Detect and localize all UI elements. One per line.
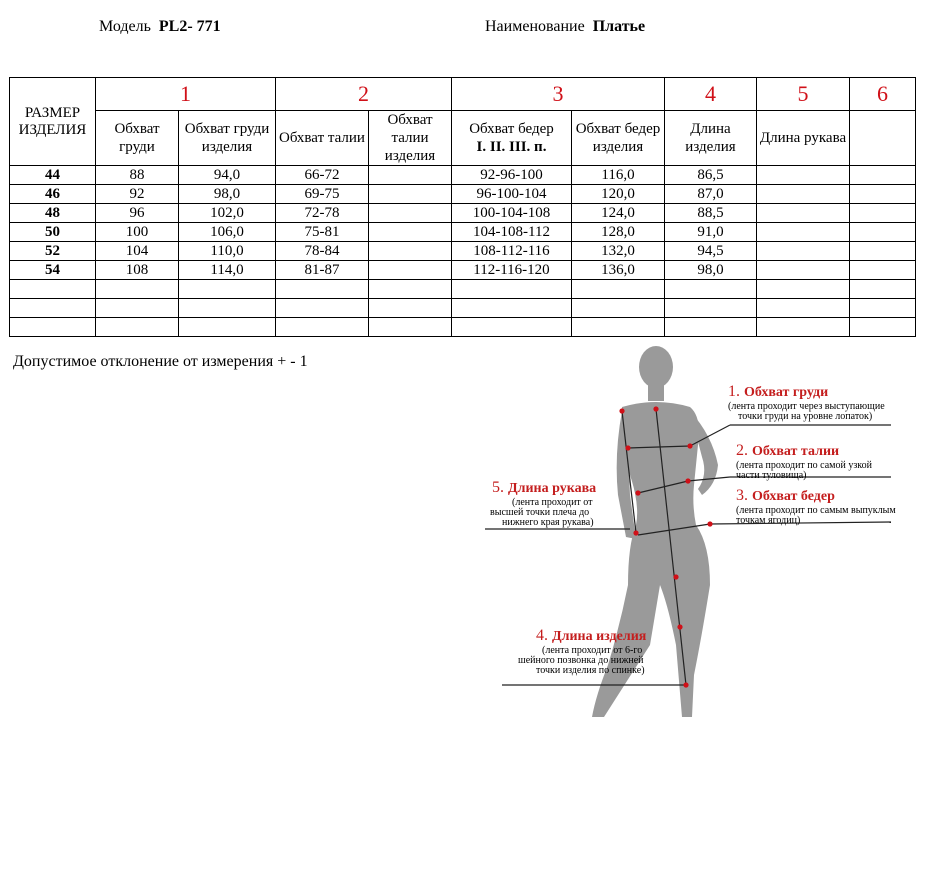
group-6: 6 — [850, 78, 916, 111]
cell-chest-garment: 94,0 — [179, 166, 276, 185]
cell-extra — [850, 185, 916, 204]
group-5: 5 — [757, 78, 850, 111]
cell-extra — [850, 166, 916, 185]
empty-cell — [452, 280, 572, 299]
cell-length: 87,0 — [665, 185, 757, 204]
cell-waist: 66-72 — [276, 166, 369, 185]
empty-cell — [665, 299, 757, 318]
cell-length: 86,5 — [665, 166, 757, 185]
cell-chest: 100 — [96, 223, 179, 242]
table-row — [10, 261, 916, 280]
model-line — [99, 18, 221, 36]
empty-cell — [96, 280, 179, 299]
sleeve-desc-3: нижнего края рукава) — [502, 517, 594, 528]
cell-length: 98,0 — [665, 261, 757, 280]
waist-num: 2. — [736, 442, 748, 459]
empty-cell — [276, 299, 369, 318]
empty-cell — [572, 280, 665, 299]
table-row — [10, 185, 916, 204]
cell-chest: 108 — [96, 261, 179, 280]
cell-size: 52 — [10, 242, 96, 261]
cell-hips: 96-100-104 — [452, 185, 572, 204]
cell-size: 54 — [10, 261, 96, 280]
hips-num: 3. — [736, 487, 748, 504]
cell-chest: 88 — [96, 166, 179, 185]
table-row — [10, 204, 916, 223]
cell-waist-garment — [369, 261, 452, 280]
col-hips-sub: I. II. III. п. — [476, 139, 547, 155]
col-chest-garment: Обхват груди изделия — [179, 111, 276, 166]
cell-waist: 78-84 — [276, 242, 369, 261]
cell-size: 44 — [10, 166, 96, 185]
sleeve-desc-2: высшей точки плеча до — [490, 507, 590, 518]
chest-title: Обхват груди — [744, 385, 829, 400]
cell-hips: 104-108-112 — [452, 223, 572, 242]
col-chest: Обхват груди — [96, 111, 179, 166]
empty-cell — [369, 280, 452, 299]
empty-cell — [179, 318, 276, 337]
svg-text:5.Длина рукава — [492, 479, 596, 496]
cell-sleeve — [757, 166, 850, 185]
label-hips — [736, 487, 896, 526]
empty-cell — [179, 280, 276, 299]
empty-cell — [369, 318, 452, 337]
cell-sleeve — [757, 223, 850, 242]
label-chest — [728, 383, 885, 422]
empty-cell — [850, 299, 916, 318]
col-sleeve: Длина рукава — [757, 111, 850, 166]
cell-hips-garment: 128,0 — [572, 223, 665, 242]
hips-desc-1: (лента проходит по самым выпуклым — [736, 505, 896, 516]
group-2: 2 — [276, 78, 452, 111]
waist-desc-2: части туловища) — [736, 470, 807, 481]
table-row — [10, 223, 916, 242]
cell-chest-garment: 110,0 — [179, 242, 276, 261]
name-line — [485, 18, 645, 36]
svg-text:2.Обхват талии — [736, 442, 839, 459]
cell-hips: 108-112-116 — [452, 242, 572, 261]
cell-hips-garment: 124,0 — [572, 204, 665, 223]
empty-cell — [179, 299, 276, 318]
empty-cell — [850, 280, 916, 299]
model-value: PL2- 771 — [158, 18, 221, 35]
empty-cell — [665, 280, 757, 299]
cell-sleeve — [757, 204, 850, 223]
sleeve-title: Длина рукава — [508, 481, 597, 496]
group-1: 1 — [96, 78, 276, 111]
empty-cell — [369, 299, 452, 318]
body-measurement-figure — [480, 345, 920, 735]
table-row — [10, 242, 916, 261]
sleeve-num: 5. — [492, 479, 504, 496]
empty-cell — [572, 299, 665, 318]
cell-waist: 75-81 — [276, 223, 369, 242]
cell-hips-garment: 132,0 — [572, 242, 665, 261]
chest-num: 1. — [728, 383, 740, 400]
cell-sleeve — [757, 185, 850, 204]
empty-row — [10, 299, 916, 318]
hips-desc-2: точкам ягодиц) — [736, 515, 801, 526]
empty-cell — [96, 299, 179, 318]
empty-cell — [10, 318, 96, 337]
cell-chest: 104 — [96, 242, 179, 261]
cell-size: 46 — [10, 185, 96, 204]
cell-waist-garment — [369, 185, 452, 204]
cell-waist-garment — [369, 242, 452, 261]
name-label: Наименование — [485, 18, 585, 35]
empty-cell — [276, 318, 369, 337]
group-3: 3 — [452, 78, 665, 111]
cell-waist: 72-78 — [276, 204, 369, 223]
table-row — [10, 166, 916, 185]
empty-cell — [276, 280, 369, 299]
cell-length: 94,5 — [665, 242, 757, 261]
empty-row — [10, 280, 916, 299]
cell-hips-garment: 120,0 — [572, 185, 665, 204]
cell-chest-garment: 114,0 — [179, 261, 276, 280]
chest-desc-1: (лента проходит через выступающие — [728, 401, 885, 412]
cell-sleeve — [757, 261, 850, 280]
cell-chest: 96 — [96, 204, 179, 223]
cell-waist: 81-87 — [276, 261, 369, 280]
cell-waist-garment — [369, 166, 452, 185]
cell-chest-garment: 102,0 — [179, 204, 276, 223]
empty-row — [10, 318, 916, 337]
cell-hips: 100-104-108 — [452, 204, 572, 223]
length-desc-2: шейного позвонка до нижней — [518, 655, 644, 666]
col-hips — [452, 111, 572, 166]
chest-desc-2: точки груди на уровне лопаток) — [738, 411, 873, 422]
cell-waist-garment — [369, 223, 452, 242]
svg-text:4.Длина изделия — [536, 627, 647, 644]
cell-hips: 112-116-120 — [452, 261, 572, 280]
group-4: 4 — [665, 78, 757, 111]
empty-cell — [757, 318, 850, 337]
empty-cell — [452, 299, 572, 318]
empty-cell — [96, 318, 179, 337]
svg-text:3.Обхват бедер — [736, 487, 835, 504]
cell-chest-garment: 98,0 — [179, 185, 276, 204]
waist-desc-1: (лента проходит по самой узкой — [736, 460, 872, 471]
empty-cell — [757, 299, 850, 318]
cell-waist: 69-75 — [276, 185, 369, 204]
cell-size: 48 — [10, 204, 96, 223]
cell-extra — [850, 261, 916, 280]
empty-cell — [572, 318, 665, 337]
name-value: Платье — [592, 18, 646, 35]
label-length — [518, 627, 647, 676]
cell-extra — [850, 223, 916, 242]
cell-chest: 92 — [96, 185, 179, 204]
cell-hips-garment: 116,0 — [572, 166, 665, 185]
empty-cell — [10, 299, 96, 318]
col-empty — [850, 111, 916, 166]
cell-hips-garment: 136,0 — [572, 261, 665, 280]
cell-length: 91,0 — [665, 223, 757, 242]
label-waist — [736, 442, 873, 481]
length-title: Длина изделия — [552, 629, 647, 644]
cell-length: 88,5 — [665, 204, 757, 223]
cell-hips: 92-96-100 — [452, 166, 572, 185]
empty-cell — [10, 280, 96, 299]
hips-title: Обхват бедер — [752, 489, 835, 504]
label-sleeve — [490, 479, 596, 528]
empty-cell — [757, 280, 850, 299]
cell-chest-garment: 106,0 — [179, 223, 276, 242]
col-length: Длина изделия — [665, 111, 757, 166]
empty-cell — [665, 318, 757, 337]
length-desc-3: точки изделия по спинке) — [536, 665, 645, 676]
cell-size: 50 — [10, 223, 96, 242]
length-desc-1: (лента проходит от 6-го — [542, 645, 643, 656]
col-waist-garment: Обхват талии изделия — [369, 111, 452, 166]
cell-extra — [850, 242, 916, 261]
waist-title: Обхват талии — [752, 444, 840, 459]
sleeve-desc-1: (лента проходит от — [512, 497, 593, 508]
svg-text:1.Обхват груди — [728, 383, 828, 400]
length-num: 4. — [536, 627, 548, 644]
size-table — [9, 77, 916, 337]
model-label: Модель — [99, 18, 151, 35]
cell-waist-garment — [369, 204, 452, 223]
empty-cell — [850, 318, 916, 337]
col-hips-label: Обхват бедер — [469, 121, 554, 137]
cell-extra — [850, 204, 916, 223]
col-hips-garment: Обхват бедер изделия — [572, 111, 665, 166]
cell-sleeve — [757, 242, 850, 261]
tolerance-note: Допустимое отклонение от измерения + - 1 — [13, 353, 308, 370]
empty-cell — [452, 318, 572, 337]
size-header: РАЗМЕР ИЗДЕЛИЯ — [10, 78, 96, 166]
col-waist: Обхват талии — [276, 111, 369, 166]
